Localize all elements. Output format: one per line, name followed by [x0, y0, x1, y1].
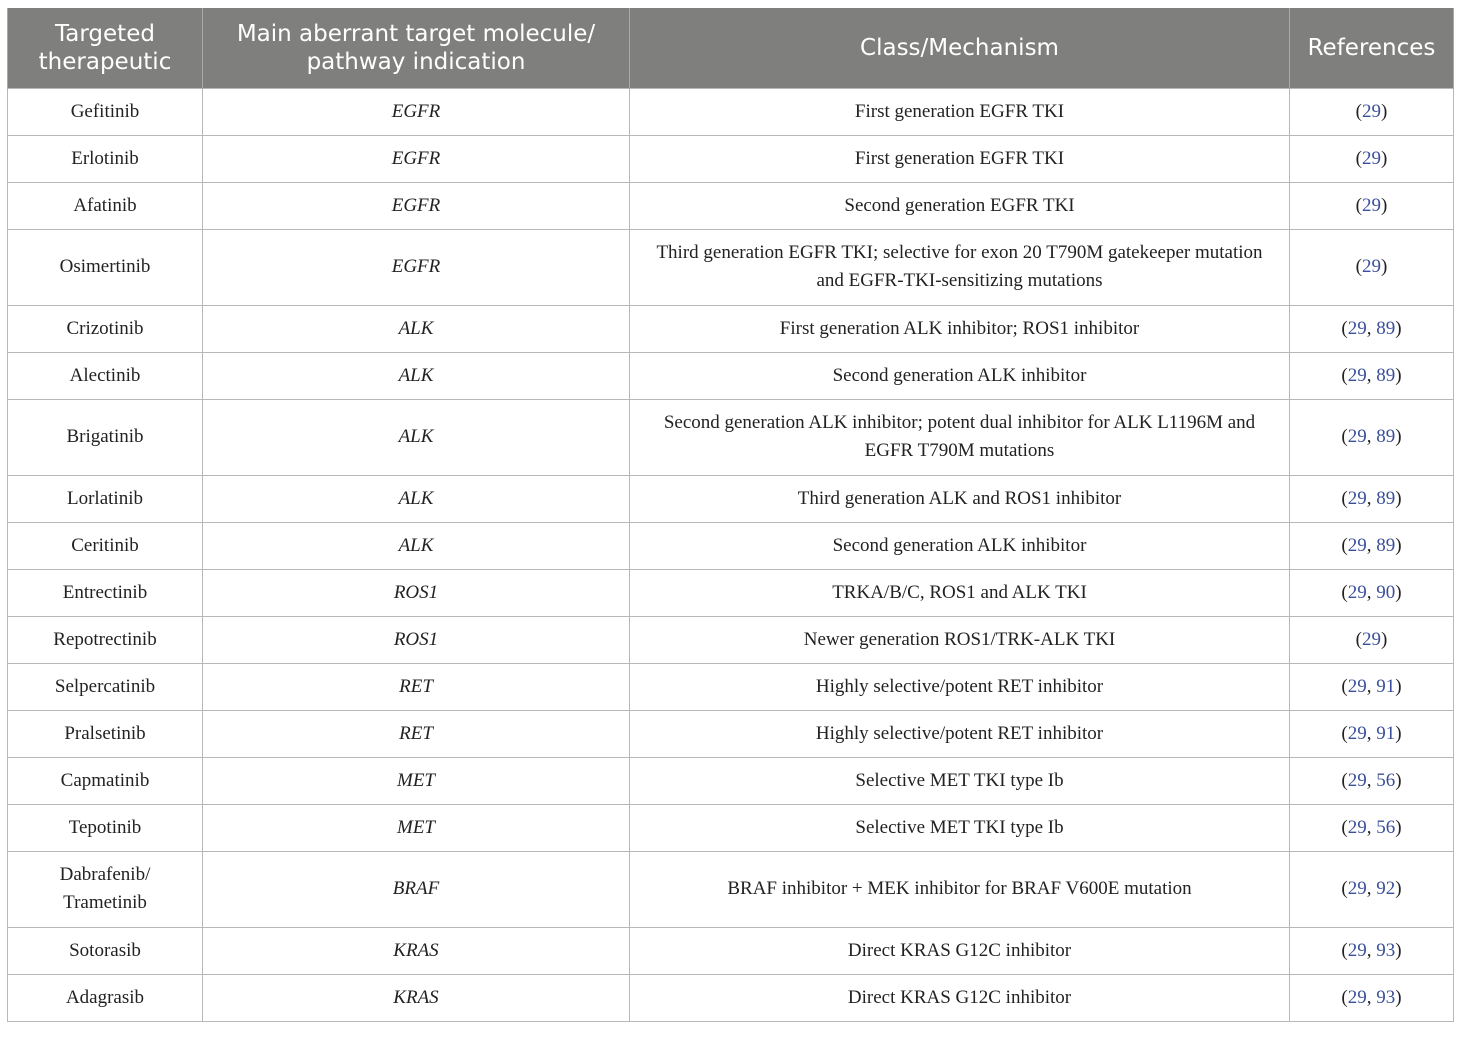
cell-target: MET — [203, 757, 630, 804]
cell-target: ALK — [203, 305, 630, 352]
reference-link[interactable]: 29 — [1347, 487, 1367, 509]
reference-link[interactable]: 29 — [1347, 534, 1367, 556]
reference-link[interactable]: 56 — [1376, 816, 1396, 838]
reference-link[interactable]: 29 — [1347, 816, 1367, 838]
table-row — [8, 927, 1454, 974]
table-row — [8, 182, 1454, 229]
cell-target: EGFR — [203, 182, 630, 229]
cell-references: (29, 93) — [1290, 974, 1454, 1021]
table-row — [8, 229, 1454, 305]
reference-link[interactable]: 56 — [1376, 769, 1396, 791]
table-row — [8, 710, 1454, 757]
cell-references: (29) — [1290, 182, 1454, 229]
cell-drug: Brigatinib — [8, 399, 203, 475]
cell-drug: Selpercatinib — [8, 663, 203, 710]
table-row — [8, 352, 1454, 399]
reference-link[interactable]: 29 — [1347, 581, 1367, 603]
reference-link[interactable]: 29 — [1347, 426, 1367, 447]
cell-mechanism: Direct KRAS G12C inhibitor — [630, 974, 1290, 1021]
cell-drug: Lorlatinib — [8, 475, 203, 522]
reference-link[interactable]: 91 — [1376, 675, 1396, 697]
cell-drug: Afatinib — [8, 182, 203, 229]
cell-references: (29, 89) — [1290, 475, 1454, 522]
cell-references: (29, 90) — [1290, 569, 1454, 616]
cell-target: ROS1 — [203, 569, 630, 616]
cell-references: (29, 56) — [1290, 757, 1454, 804]
reference-link[interactable]: 89 — [1376, 426, 1396, 447]
reference-link[interactable]: 93 — [1376, 939, 1396, 961]
reference-link[interactable]: 29 — [1347, 769, 1367, 791]
cell-references: (29, 92) — [1290, 851, 1454, 927]
cell-mechanism: Highly selective/potent RET inhibitor — [630, 663, 1290, 710]
reference-link[interactable]: 29 — [1362, 256, 1381, 277]
cell-references: (29, 91) — [1290, 710, 1454, 757]
cell-references: (29, 89) — [1290, 305, 1454, 352]
cell-target: RET — [203, 663, 630, 710]
header-class-mechanism: Class/Mechanism — [630, 8, 1290, 88]
cell-target: ALK — [203, 399, 630, 475]
cell-mechanism: Second generation ALK inhibitor — [630, 522, 1290, 569]
table-row — [8, 616, 1454, 663]
cell-mechanism: Third generation ALK and ROS1 inhibitor — [630, 475, 1290, 522]
cell-mechanism: Newer generation ROS1/TRK-ALK TKI — [630, 616, 1290, 663]
reference-link[interactable]: 90 — [1376, 581, 1396, 603]
cell-drug: Pralsetinib — [8, 710, 203, 757]
reference-link[interactable]: 29 — [1347, 364, 1367, 386]
table-row — [8, 88, 1454, 135]
cell-drug: Tepotinib — [8, 804, 203, 851]
cell-target: ALK — [203, 352, 630, 399]
cell-mechanism: First generation ALK inhibitor; ROS1 inhibitor — [630, 305, 1290, 352]
reference-link[interactable]: 29 — [1362, 100, 1381, 122]
cell-drug: Ceritinib — [8, 522, 203, 569]
reference-link[interactable]: 29 — [1347, 722, 1367, 744]
cell-target: KRAS — [203, 974, 630, 1021]
reference-link[interactable]: 91 — [1376, 722, 1396, 744]
reference-link[interactable]: 29 — [1347, 675, 1367, 697]
cell-drug: Capmatinib — [8, 757, 203, 804]
table-row — [8, 399, 1454, 475]
reference-link[interactable]: 29 — [1362, 628, 1381, 650]
cell-target: MET — [203, 804, 630, 851]
reference-link[interactable]: 89 — [1376, 364, 1396, 386]
cell-drug: Entrectinib — [8, 569, 203, 616]
cell-target: ROS1 — [203, 616, 630, 663]
cell-references: (29, 89) — [1290, 352, 1454, 399]
cell-drug: Gefitinib — [8, 88, 203, 135]
reference-link[interactable]: 29 — [1362, 194, 1381, 216]
reference-link[interactable]: 89 — [1376, 487, 1396, 509]
cell-references: (29) — [1290, 616, 1454, 663]
table-row — [8, 475, 1454, 522]
table-row — [8, 804, 1454, 851]
therapeutics-table — [7, 8, 1454, 1022]
cell-references: (29, 89) — [1290, 522, 1454, 569]
cell-mechanism: First generation EGFR TKI — [630, 135, 1290, 182]
cell-target: BRAF — [203, 851, 630, 927]
cell-target: RET — [203, 710, 630, 757]
header-references: References — [1290, 8, 1454, 88]
reference-link[interactable]: 89 — [1376, 317, 1396, 339]
cell-references: (29) — [1290, 88, 1454, 135]
cell-references: (29, 89) — [1290, 399, 1454, 475]
cell-references: (29) — [1290, 135, 1454, 182]
table-row — [8, 974, 1454, 1021]
cell-mechanism: Selective MET TKI type Ib — [630, 804, 1290, 851]
cell-drug: Dabrafenib/ Trametinib — [8, 851, 203, 927]
cell-drug: Repotrectinib — [8, 616, 203, 663]
cell-target: ALK — [203, 475, 630, 522]
cell-mechanism: Third generation EGFR TKI; selective for exon 20 T790M gatekeeper mutation and EGFR-TKI-sensitizing mutations — [630, 229, 1290, 305]
cell-mechanism: TRKA/B/C, ROS1 and ALK TKI — [630, 569, 1290, 616]
cell-mechanism: Second generation ALK inhibitor — [630, 352, 1290, 399]
reference-link[interactable]: 29 — [1347, 317, 1367, 339]
reference-link[interactable]: 29 — [1347, 939, 1367, 961]
reference-link[interactable]: 29 — [1362, 147, 1381, 169]
cell-drug: Alectinib — [8, 352, 203, 399]
cell-mechanism: First generation EGFR TKI — [630, 88, 1290, 135]
reference-link[interactable]: 92 — [1376, 878, 1396, 899]
header-target-molecule: Main aberrant target molecule/ pathway indication — [203, 8, 630, 88]
cell-drug: Osimertinib — [8, 229, 203, 305]
cell-references: (29, 91) — [1290, 663, 1454, 710]
table-row — [8, 522, 1454, 569]
table-row — [8, 569, 1454, 616]
cell-mechanism: Highly selective/potent RET inhibitor — [630, 710, 1290, 757]
cell-mechanism: Selective MET TKI type Ib — [630, 757, 1290, 804]
header-row — [8, 8, 1454, 88]
reference-link[interactable]: 89 — [1376, 534, 1396, 556]
cell-mechanism: BRAF inhibitor + MEK inhibitor for BRAF V600E mutation — [630, 851, 1290, 927]
table-row — [8, 851, 1454, 927]
table-row — [8, 135, 1454, 182]
reference-link[interactable]: 29 — [1347, 986, 1367, 1008]
table-row — [8, 663, 1454, 710]
cell-target: ALK — [203, 522, 630, 569]
cell-drug: Sotorasib — [8, 927, 203, 974]
cell-drug: Erlotinib — [8, 135, 203, 182]
cell-target: KRAS — [203, 927, 630, 974]
cell-mechanism: Second generation ALK inhibitor; potent dual inhibitor for ALK L1196M and EGFR T790M mutations — [630, 399, 1290, 475]
cell-mechanism: Second generation EGFR TKI — [630, 182, 1290, 229]
reference-link[interactable]: 93 — [1376, 986, 1396, 1008]
cell-target: EGFR — [203, 135, 630, 182]
table-body — [8, 88, 1454, 1021]
cell-drug: Adagrasib — [8, 974, 203, 1021]
cell-references: (29, 93) — [1290, 927, 1454, 974]
cell-references: (29, 56) — [1290, 804, 1454, 851]
header-targeted-therapeutic: Targeted therapeutic — [8, 8, 203, 88]
reference-link[interactable]: 29 — [1347, 878, 1367, 899]
table-row — [8, 305, 1454, 352]
cell-mechanism: Direct KRAS G12C inhibitor — [630, 927, 1290, 974]
table-row — [8, 757, 1454, 804]
cell-references: (29) — [1290, 229, 1454, 305]
cell-target: EGFR — [203, 229, 630, 305]
cell-drug: Crizotinib — [8, 305, 203, 352]
cell-target: EGFR — [203, 88, 630, 135]
